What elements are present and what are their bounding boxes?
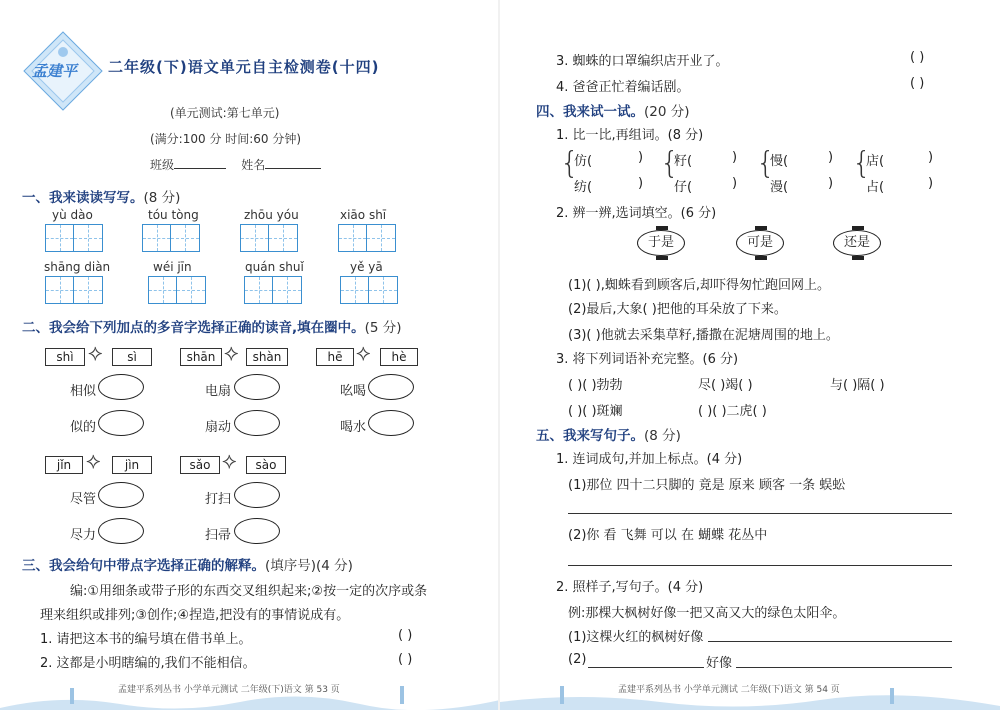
word: 相似 (70, 384, 97, 399)
page-title: 二年级(下)语文单元自主检测卷(十四) (108, 58, 380, 76)
answer-line[interactable] (736, 652, 952, 668)
word: 喝水 (340, 420, 367, 435)
idiom-blank[interactable]: ( )( )二虎( ) (698, 404, 767, 419)
write-prompt-2a: (2) (568, 652, 587, 667)
pinyin-option: sì (112, 348, 152, 366)
answer-oval[interactable] (98, 374, 144, 400)
pinyin-1: yù dào (52, 208, 93, 222)
writing-grid-6[interactable] (148, 276, 206, 304)
logo-text: 孟建平 (32, 62, 78, 80)
answer-oval[interactable] (368, 410, 414, 436)
pinyin-option: jìn (112, 456, 152, 474)
answer-line[interactable] (568, 552, 952, 566)
pinyin-7: quán shuǐ (245, 260, 304, 274)
compare-char: 慢( (770, 154, 789, 169)
word-blank[interactable]: ) (828, 150, 834, 165)
word-lantern: 还是 (833, 230, 881, 256)
word: 尽管 (70, 492, 97, 507)
pinyin-option: hē (316, 348, 354, 366)
compare-char: 占( (866, 180, 885, 195)
definition-line-1: 编:①用细条或带子形的东西交叉组织起来;②按一定的次序或条 (70, 584, 428, 599)
brace: { (660, 146, 680, 181)
writing-grid-7[interactable] (244, 276, 302, 304)
question-2: 2. 这都是小明瞎编的,我们不能相信。 (40, 656, 256, 671)
word: 吆喝 (340, 384, 367, 399)
word: 似的 (70, 420, 97, 435)
pinyin-3: zhōu yóu (244, 208, 299, 222)
idiom-blank[interactable]: ( )( )斑斓 (568, 404, 623, 419)
compare-char: 籽( (674, 154, 693, 169)
answer-blank[interactable]: ( ) (910, 50, 925, 65)
idiom-blank[interactable]: 与( )隔( ) (830, 378, 885, 393)
idiom-blank[interactable]: ( )( )勃勃 (568, 378, 623, 393)
write-prompt-2b: 好像 (706, 656, 733, 671)
answer-blank[interactable]: ( ) (910, 76, 925, 91)
answer-oval[interactable] (98, 518, 144, 544)
class-field[interactable] (150, 156, 321, 173)
class-label: 班级 (150, 158, 175, 172)
example-sentence: 例:那棵大枫树好像一把又高又大的绿色太阳伞。 (568, 606, 846, 621)
question-3: 3. 蜘蛛的口罩编织店开业了。 (556, 54, 729, 69)
compare-char: 仔( (674, 180, 693, 195)
compare-char: 仿( (574, 154, 593, 169)
question-1: 1. 请把这本书的编号填在借书单上。 (40, 632, 252, 647)
right-page (500, 0, 1000, 710)
writing-grid-2[interactable] (142, 224, 200, 252)
word-blank[interactable]: ) (928, 176, 934, 191)
pinyin-4: xiāo shī (340, 208, 387, 222)
answer-line[interactable] (568, 500, 952, 514)
pinyin-option: shàn (246, 348, 288, 366)
compare-char: 店( (866, 154, 885, 169)
fill-sentence-1[interactable]: (1)( ),蜘蛛看到顾客后,却吓得匆忙跑回网上。 (568, 278, 830, 293)
score-time: (满分:100 分 时间:60 分钟) (150, 132, 302, 146)
writing-grid-1[interactable] (45, 224, 103, 252)
answer-oval[interactable] (234, 410, 280, 436)
word-blank[interactable]: ) (732, 150, 738, 165)
pinyin-8: yě yā (350, 260, 383, 274)
footer-text: 孟建平系列丛书 小学单元测试 二年级(下)语文 第 54 页 (618, 685, 840, 695)
writing-grid-4[interactable] (338, 224, 396, 252)
pinyin-option: jǐn (45, 456, 83, 474)
left-footer (0, 678, 500, 710)
answer-blank[interactable]: ( ) (398, 652, 413, 667)
brace: { (852, 146, 872, 181)
answer-oval[interactable] (234, 482, 280, 508)
word-list-2: (2)你 看 飞舞 可以 在 蝴蝶 花丛中 (568, 528, 768, 543)
word-lantern: 可是 (736, 230, 784, 256)
sub-question-1: 1. 连词成句,并加上标点。(4 分) (556, 452, 743, 467)
pinyin-5: shāng diàn (44, 260, 111, 274)
answer-oval[interactable] (234, 374, 280, 400)
definition-line-2: 理来组织或排列;③创作;④捏造,把没有的事情说成有。 (40, 608, 350, 623)
word-blank[interactable]: ) (638, 150, 644, 165)
answer-oval[interactable] (368, 374, 414, 400)
word: 电扇 (205, 384, 232, 399)
pinyin-2: tóu tòng (148, 208, 199, 222)
writing-grid-8[interactable] (340, 276, 398, 304)
butterfly-icon: ⟡ (356, 341, 371, 366)
writing-grid-3[interactable] (240, 224, 298, 252)
writing-grid-5[interactable] (45, 276, 103, 304)
word: 扇动 (205, 420, 232, 435)
butterfly-icon: ⟡ (222, 449, 237, 474)
write-prompt-1: (1)这棵火红的枫树好像 (568, 630, 704, 645)
name-label: 姓名 (241, 158, 266, 172)
word: 尽力 (70, 528, 97, 543)
section-4-title: 四、我来试一试。(20 分) (536, 104, 690, 120)
word-blank[interactable]: ) (638, 176, 644, 191)
answer-line[interactable] (588, 652, 704, 668)
sub-question-2: 2. 照样子,写句子。(4 分) (556, 580, 704, 595)
pinyin-6: wéi jīn (153, 260, 192, 274)
sub-question-2: 2. 辨一辨,选词填空。(6 分) (556, 206, 717, 221)
pinyin-option: shān (180, 348, 222, 366)
answer-oval[interactable] (234, 518, 280, 544)
section-2-title: 二、我会给下列加点的多音字选择正确的读音,填在圈中。(5 分) (22, 320, 402, 336)
word: 打扫 (205, 492, 232, 507)
butterfly-icon: ⟡ (224, 341, 239, 366)
pinyin-option: sào (246, 456, 286, 474)
idiom-blank[interactable]: 尽( )竭( ) (698, 378, 753, 393)
word: 扫帚 (205, 528, 232, 543)
brace: { (756, 146, 776, 181)
sub-question-3: 3. 将下列词语补充完整。(6 分) (556, 352, 739, 367)
butterfly-icon: ⟡ (88, 341, 103, 366)
answer-oval[interactable] (98, 482, 144, 508)
word-lantern: 于是 (637, 230, 685, 256)
footer-text: 孟建平系列丛书 小学单元测试 二年级(下)语文 第 53 页 (118, 685, 340, 695)
answer-oval[interactable] (98, 410, 144, 436)
butterfly-icon: ⟡ (86, 449, 101, 474)
right-footer (500, 678, 1000, 710)
section-3-title: 三、我会给句中带点字选择正确的解释。(填序号)(4 分) (22, 558, 353, 574)
word-blank[interactable]: ) (732, 176, 738, 191)
answer-blank[interactable]: ( ) (398, 628, 413, 643)
brace: { (560, 146, 580, 181)
question-4: 4. 爸爸正忙着编话剧。 (556, 80, 690, 95)
fill-sentence-2[interactable]: (2)最后,大象( )把他的耳朵放了下来。 (568, 302, 787, 317)
fill-sentence-3[interactable]: (3)( )他就去采集草籽,播撒在泥塘周围的地上。 (568, 328, 839, 343)
compare-char: 漫( (770, 180, 789, 195)
word-blank[interactable]: ) (928, 150, 934, 165)
compare-char: 纺( (574, 180, 593, 195)
sub-question-1: 1. 比一比,再组词。(8 分) (556, 128, 704, 143)
pinyin-option: shì (45, 348, 85, 366)
pinyin-option: sǎo (180, 456, 220, 474)
section-1-title: 一、我来读读写写。(8 分) (22, 190, 181, 206)
word-list-1: (1)那位 四十二只脚的 竟是 原来 顾客 一条 蜈蚣 (568, 478, 846, 493)
pinyin-option: hè (380, 348, 418, 366)
unit-label: (单元测试:第七单元) (170, 106, 280, 120)
answer-line[interactable] (708, 626, 952, 642)
word-blank[interactable]: ) (828, 176, 834, 191)
page-divider (498, 0, 500, 710)
section-5-title: 五、我来写句子。(8 分) (536, 428, 681, 444)
